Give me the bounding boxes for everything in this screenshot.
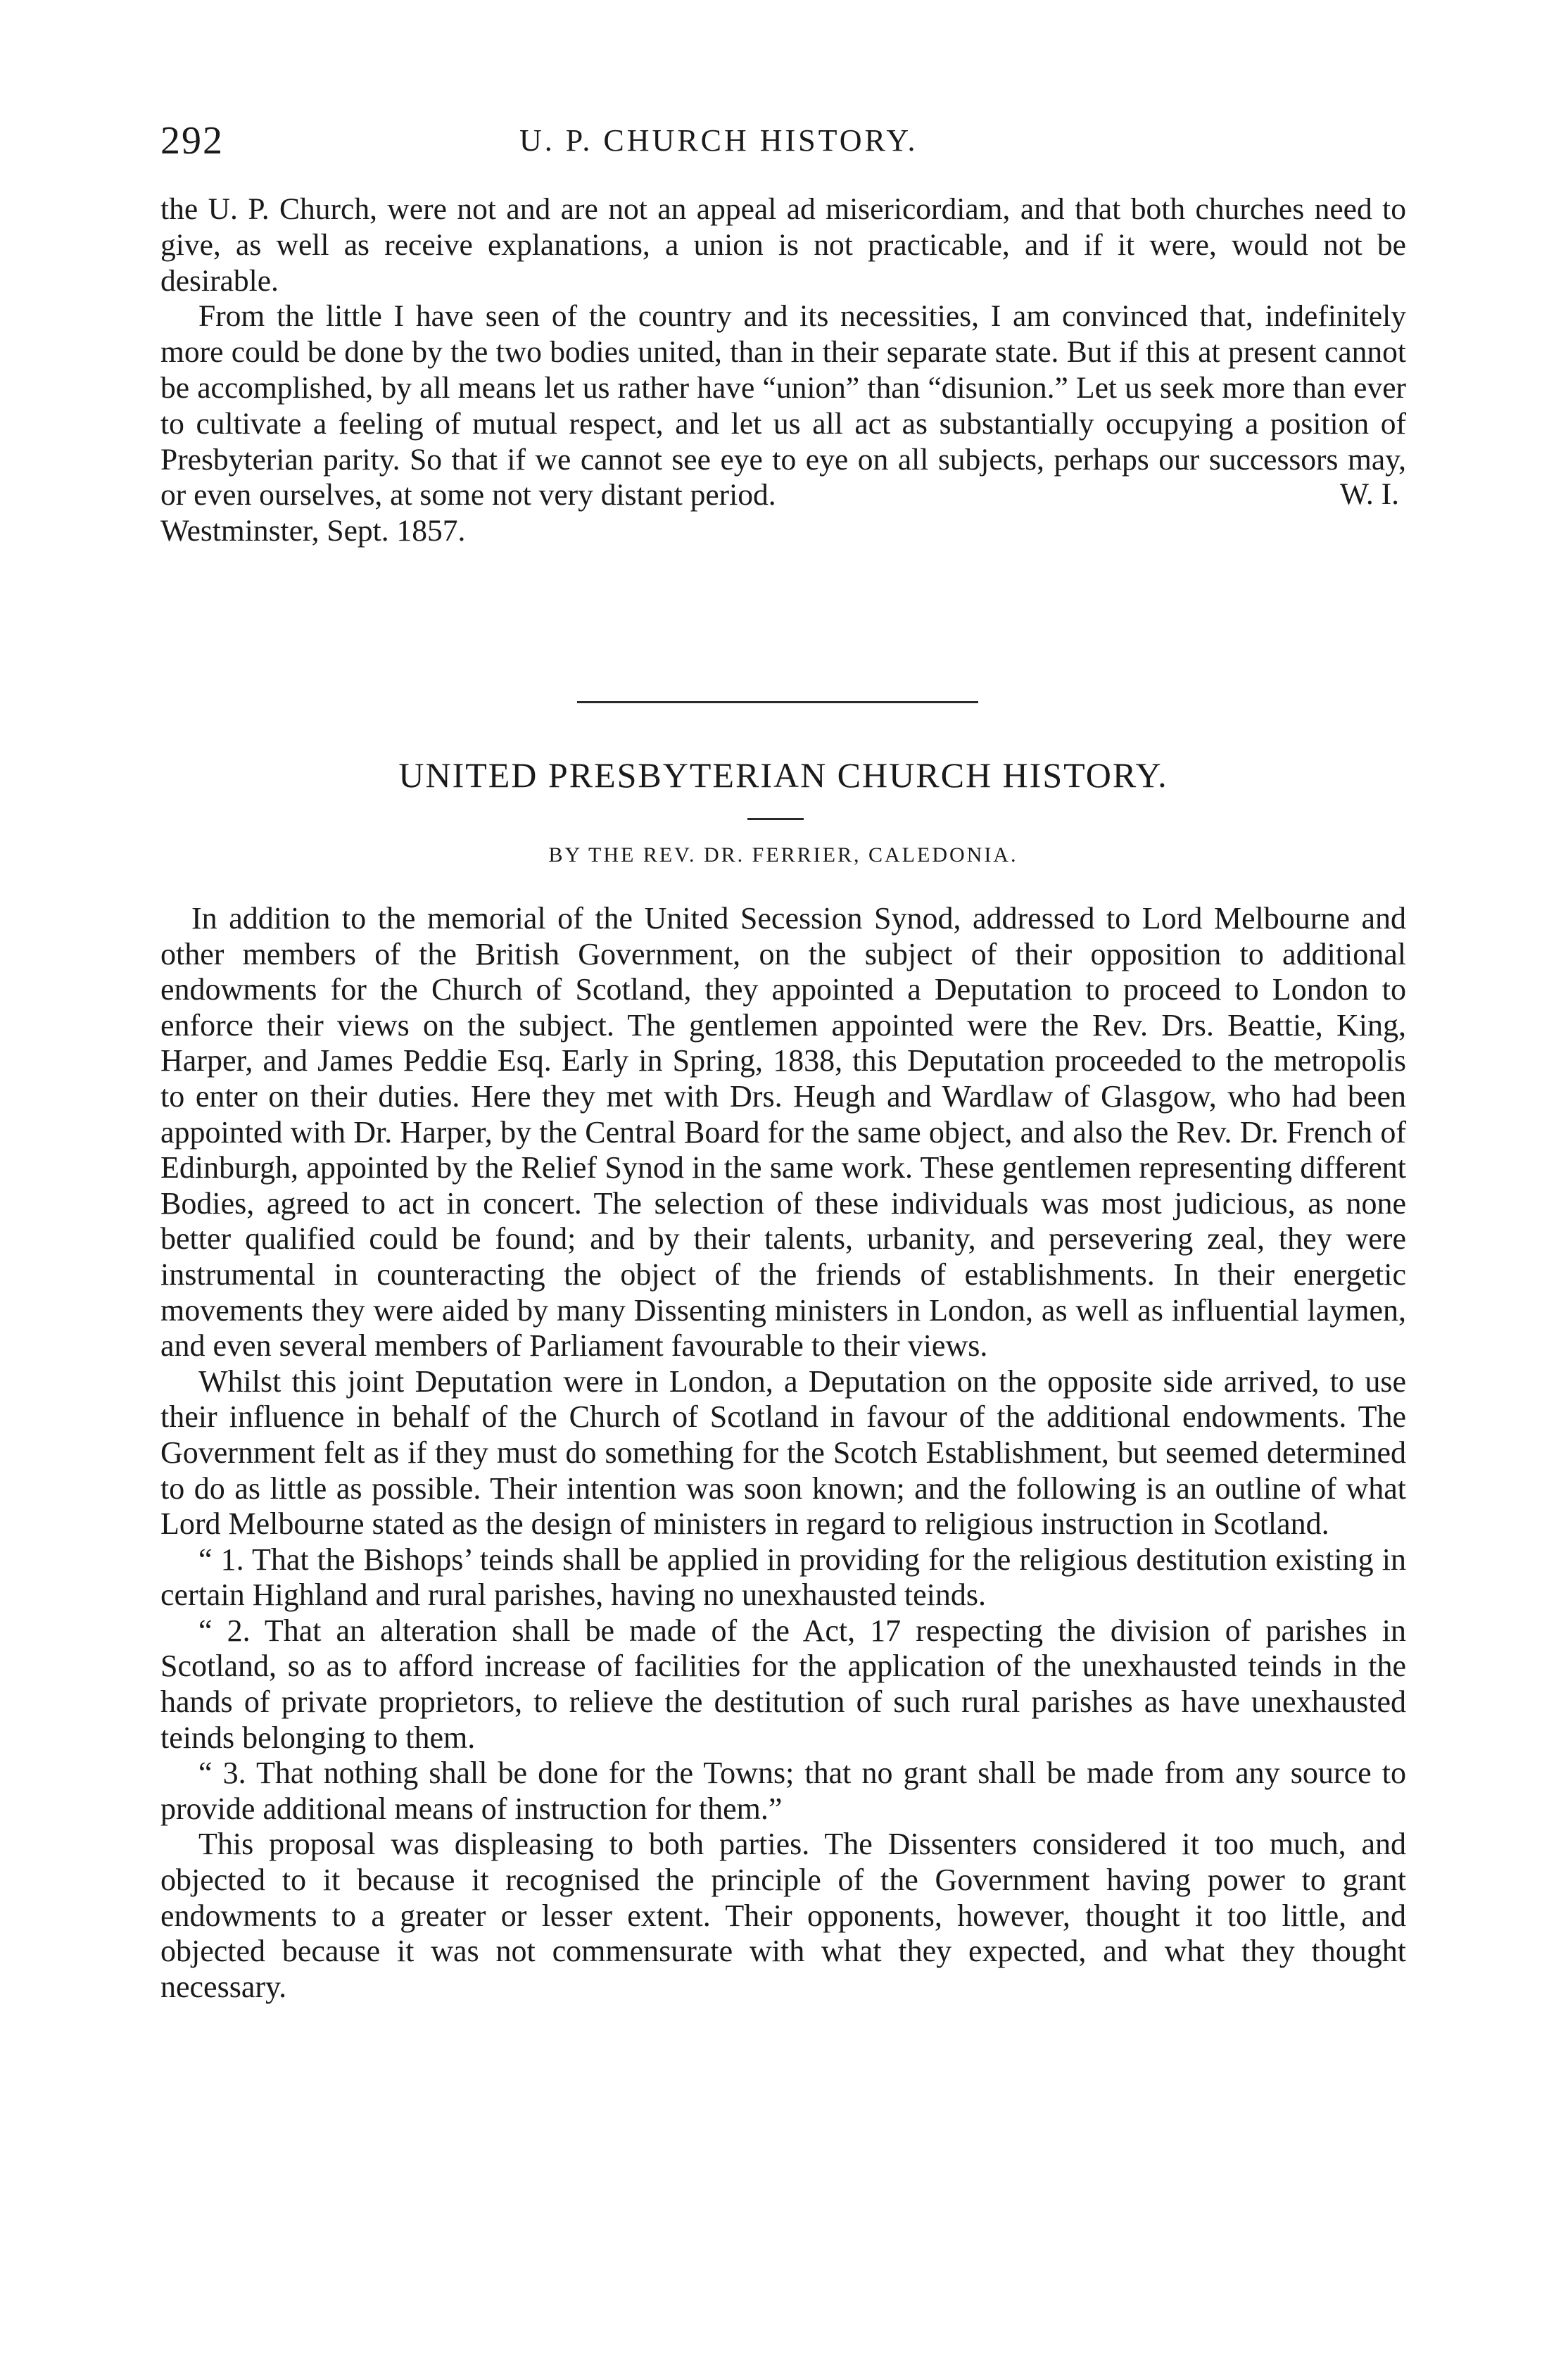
running-header-title: U. P. CHURCH HISTORY.: [519, 123, 918, 158]
signature-initials: W. I.: [1339, 477, 1399, 512]
signoff: [160, 477, 1406, 550]
paragraph: From the little I have seen of the country and its necessities, I am convinced that, indefinitely more could be done by the two bodies united, than in their separate state. But if this at present cannot be accomplished, by all means let us rather have “union” than “disunion.” Let us seek more than ever to cultivate a feeling of mutual respect, and let us all act as substantially occupying a position of Presbyterian parity. So that if we cannot see eye to eye on all subjects, perhaps our successors may, or even ourselves, at some not very distant period.: [160, 299, 1406, 512]
section-divider: [577, 701, 978, 703]
title-underline: [747, 818, 804, 820]
article-title: UNITED PRESBYTERIAN CHURCH HISTORY.: [398, 755, 1168, 795]
paragraph: In addition to the memorial of the United Secession Synod, addressed to Lord Melbourne and other members of the British Government, on the subject of their opposition to additional endowments for the Church of Scotland, they appointed a Deputation to proceed to London to enforce their views on the subject. The gentlemen appointed were the Rev. Drs. Beattie, King, Harper, and James Peddie Esq. Early in Spring, 1838, this Deputation proceeded to the metropolis to enter on their duties. Here they met with Drs. Heugh and Wardlaw of Glasgow, who had been appointed with Dr. Harper, by the Central Board for the same object, and also the Rev. Dr. French of Edinburgh, appointed by the Relief Synod in the same work. These gentlemen representing different Bodies, agreed to act in concert. The selection of these individuals was most judicious, as none better qualified could be found; and by their talents, urbanity, and persevering zeal, they were instrumental in counteracting the object of the friends of establishments. In their energetic movements they were aided by many Dissenting ministers in London, as well as influential laymen, and even several members of Parliament favourable to their views.: [160, 901, 1406, 1364]
paragraph: Whilst this joint Deputation were in London, a Deputation on the opposite side arrived, to use their influence in behalf of the Church of Scotland in favour of the additional endowments. The Government felt as if they must do something for the Scotch Establishment, but seemed determined to do as little as possible. Their intention was soon known; and the following is an outline of what Lord Melbourne stated as the design of ministers in regard to religious instruction in Scotland.: [160, 1364, 1406, 1542]
list-item: “ 3. That nothing shall be done for the Towns; that no grant shall be made from any source to provide additional means of instruction for them.”: [160, 1756, 1406, 1826]
paragraph: the U. P. Church, were not and are not an appeal ad misericordiam, and that both churches need to give, as well as receive explanations, a union is not practicable, and if it were, would not be desirable.: [160, 192, 1406, 298]
running-header: [160, 118, 1406, 168]
signature-place-date: Westminster, Sept. 1857.: [160, 514, 466, 548]
paragraph: This proposal was displeasing to both parties. The Dissenters considered it too much, and objected to it because it recognised the principle of the Government having power to grant endowments to a greater or lesser extent. Their opponents, however, thought it too little, and objected because it was not commensurate with what they expected, and what they thought necessary.: [160, 1827, 1406, 2004]
article-body: [160, 901, 1406, 2005]
list-item: “ 2. That an alteration shall be made of the Act, 17 respecting the division of parishes in Scotland, so as to afford increase of facilities for the application of the unexhausted teinds in the hands of private proprietors, to relieve the destitution of such rural parishes as have unexhausted teinds belonging to them.: [160, 1613, 1406, 1755]
page-number: 292: [160, 119, 224, 163]
article-byline: BY THE REV. DR. FERRIER, CALEDONIA.: [548, 843, 1018, 867]
list-item: “ 1. That the Bishops’ teinds shall be applied in providing for the religious destitution existing in certain Highland and rural parishes, having no unexhausted teinds.: [160, 1542, 1406, 1613]
previous-article-conclusion: [160, 191, 1406, 550]
